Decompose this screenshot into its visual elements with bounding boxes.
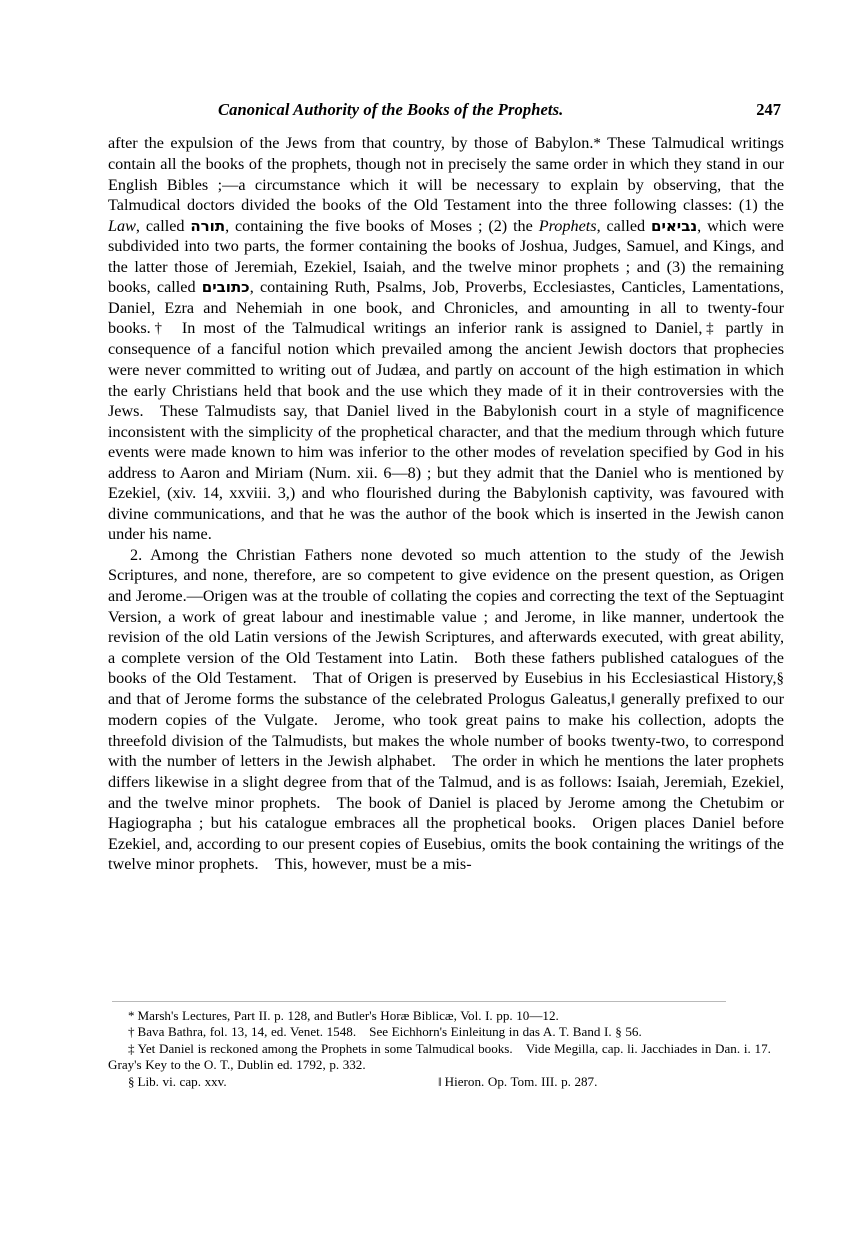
body-text [108,133,784,875]
footnote-ref-parallel[interactable]: ‖ [610,691,616,708]
footnote-2 [108,1024,784,1040]
footnote-1 [108,1008,784,1024]
footnote-1-mark: * [128,1008,135,1023]
paragraph-1-segment-6: , which were subdivided into two parts, the former containing the books of Joshua, Judges, Samuel, and Kings, and the latter those of Jeremiah, Ezekiel, Isaiah, and the twelve minor prophets ; and (3) the remaining books, called [108,216,784,297]
footnote-2-mark: † [128,1024,135,1040]
footnote-5-text: Hieron. Op. Tom. III. p. 287. [444,1073,598,1089]
footnote-4 [128,1074,227,1089]
paragraph-1-segment-2: These Talmudical writings contain all the books of the prophets, though not in precisely the same order in which they stand in our English Bibles ;—a circumstance which it will be necessary to explain by observing, that the Talmudical doctors divided the books of the Old Testament into the three following classes: (1) the [108,134,784,215]
hebrew-word-ketuvim: כתובים [201,278,250,297]
paragraph-1-segment-5: , called [596,216,652,235]
hebrew-word-neviim: נביאים [651,216,698,235]
paragraph-1-segment-8: In most of the Talmudical writings an inferior rank is assigned to Daniel, [165,319,703,338]
footnote-ref-double-dagger[interactable]: ‡ [702,320,718,337]
footnote-ref-asterisk[interactable]: * [593,135,601,152]
paragraph-1-segment-4: , containing the five books of Moses ; (2) the [225,216,539,235]
page-title: Canonical Authority of the Books of the Prophets. [218,100,564,119]
footnote-separator-rule [112,1001,726,1002]
paragraph-2-segment-3: generally prefixed to our modern copies of the Vulgate. Jerome, who took great pains to make his collection, adopts the threefold division of the Talmudists, but makes the whole number of books twenty-two, to correspond with the number of letters in the Jewish alphabet. The order in which he mentions the later prophets differs likewise in a slight degree from that of the Talmud, and is as follows: Isaiah, Jeremiah, Ezekiel, and the twelve minor prophets. The book of Daniel is placed by Jerome among the Chetubim or Hagiographa ; but his catalogue embraces all the prophetical books. Origen places Daniel before Ezekiel, and, according to our present copies of Eusebius, omits the book containing the writings of the twelve minor prophets. This, however, must be a mis- [108,690,785,874]
paragraph-1-segment-7: , containing Ruth, Psalms, Job, Proverbs, Ecclesiastes, Canticles, Lamentations, Daniel, Ezra and Nehemiah in one book, and Chronicles, and amounting in all to twenty-four books. [108,278,784,338]
footnote-4-and-5-line [108,1074,784,1090]
paragraph-2-segment-2: and that of Jerome forms the substance of the celebrated Prologus Galeatus, [108,690,611,709]
footnote-3-text: Yet Daniel is reckoned among the Prophets in some Talmudical books. Vide Megilla, cap. li. Jacchiades in Dan. i. 17. Gray's Key to the O. T., Dublin ed. 1792, p. 332. [108,1040,784,1073]
paragraph-1 [108,133,784,545]
paragraph-1-segment-9: partly in consequence of a fanciful notion which prevailed among the ancient Jewish doctors that prophecies were never committed to writing out of Judæa, and partly on account of the high estimation in which the early Christians held that book and the use which they made of it in their controversies with the Jews. These Talmudists say, that Daniel lived in the Babylonish court in a style of magnificence inconsistent with the simplicity of the prophetical character, and that the medium through which future events were made known to him was inferior to the other modes of revelation specified by God in his address to Aaron and Miriam (Num. xii. 6—8) ; but they admit that the Daniel who is mentioned by Ezekiel, (xiv. 14, xxviii. 3,) and who flourished during the Babylonish captivity, was favoured with divine communications, and that he was the author of the book which is inserted in the Jewish canon under his name. [108,319,785,544]
footnote-ref-section[interactable]: § [776,670,784,687]
footnote-2-text: Bava Bathra, fol. 13, 14, ed. Venet. 1548. See Eichhorn's Einleitung in das A. T. Band I. § 56. [137,1024,642,1040]
paragraph-2 [108,545,784,875]
page-number: 247 [756,100,781,119]
footnote-5 [438,1074,597,1090]
paragraph-1-segment-1: after the expulsion of the Jews from that country, by those of Babylon. [108,134,594,152]
paragraph-2-segment-1: 2. Among the Christian Fathers none devoted so much attention to the study of the Jewish Scriptures, and none, therefore, are so competent to give evidence on the present question, as Origen and Jerome.—Origen was at the trouble of collating the copies and correcting the text of the Septuagint Version, a work of great labour and inestimable value ; and Jerome, in like manner, undertook the revision of the old Latin versions of the Jewish Scriptures, and afterwards executed, with great ability, a complete version of the Old Testament into Latin. Both these fathers published catalogues of the books of the Old Testament. That of Origen is preserved by Eusebius in his Ecclesiastical History, [108,545,784,688]
term-law: Law [108,216,136,235]
footnote-4-mark: § [128,1073,135,1089]
footnote-5-mark: ‖ [438,1073,442,1089]
running-head [108,100,781,122]
footnote-1-text: Marsh's Lectures, Part II. p. 128, and Butler's Horæ Biblicæ, Vol. I. pp. 10—12. [137,1008,559,1023]
footnote-4-text: Lib. vi. cap. xxv. [137,1073,227,1089]
term-prophets: Prophets [538,216,597,235]
paragraph-1-segment-3: , called [135,216,191,235]
footnote-3-mark: ‡ [128,1040,135,1056]
hebrew-word-torah: תורה [190,216,226,235]
footnote-3 [108,1041,784,1074]
footnote-ref-dagger[interactable]: † [150,320,166,337]
footnotes-block [108,1008,784,1090]
